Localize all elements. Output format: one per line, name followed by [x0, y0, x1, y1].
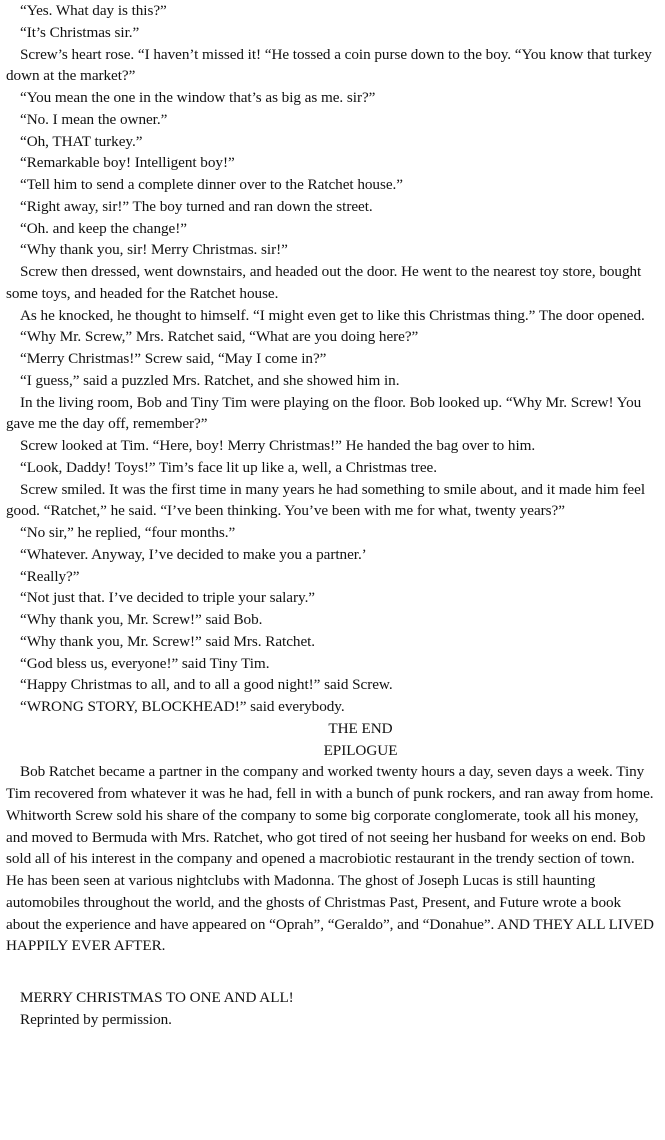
story-paragraph: “It’s Christmas sir.”	[20, 23, 140, 41]
story-paragraph: Screw then dressed, went downstairs, and headed out the door. He went to the nearest toy store, bought some toys, and headed for the Ratchet house.	[6, 263, 642, 302]
story-paragraph: “Why thank you, sir! Merry Christmas. sir!”	[20, 241, 288, 259]
story-paragraph: “Tell him to send a complete dinner over to the Ratchet house.”	[20, 176, 403, 193]
story-text	[6, 0, 655, 718]
story-paragraph: As he knocked, he thought to himself. “I might even get to like this Christmas thing.” The door opened.	[20, 306, 645, 324]
closing-line: MERRY CHRISTMAS TO ONE AND ALL!	[20, 989, 294, 1006]
story-paragraph: “Right away, sir!” The boy turned and ran down the street.	[20, 197, 373, 215]
reprint-note: Reprinted by permission.	[20, 1010, 172, 1028]
epilogue-heading: EPILOGUE	[323, 741, 398, 759]
story-paragraph: Screw’s heart rose. “I haven’t missed it! “He tossed a coin purse down to the boy. “You know that turkey down at the market?”	[6, 45, 652, 85]
the-end-heading: THE END	[328, 719, 393, 737]
story-paragraph: “Whatever. Anyway, I’ve decided to make you a partner.’	[20, 545, 367, 563]
story-paragraph: “Why thank you, Mr. Screw!” said Mrs. Ratchet.	[20, 632, 316, 650]
story-paragraph: “Look, Daddy! Toys!” Tim’s face lit up like a, well, a Christmas tree.	[20, 458, 437, 476]
story-paragraph: “Merry Christmas!” Screw said, “May I come in?”	[20, 350, 327, 367]
story-paragraph: “No sir,” he replied, “four months.”	[20, 524, 236, 541]
story-paragraph: Screw smiled. It was the first time in many years he had something to smile about, and it made him feel good. “Ratchet,” he said. “I’ve been thinking. You’ve been with me for what, twenty years?”	[6, 480, 645, 520]
story-paragraph: “I guess,” said a puzzled Mrs. Ratchet, and she showed him in.	[20, 371, 400, 389]
story-paragraph: “Happy Christmas to all, and to all a good night!” said Screw.	[20, 676, 393, 694]
story-paragraph: “Why thank you, Mr. Screw!” said Bob.	[20, 611, 263, 628]
story-paragraph: “Really?”	[20, 567, 80, 585]
story-paragraph: “WRONG STORY, BLOCKHEAD!” said everybody.	[20, 698, 345, 715]
story-paragraph: “No. I mean the owner.”	[20, 110, 168, 128]
story-paragraph: “Yes. What day is this?”	[20, 2, 167, 19]
story-paragraph: Screw looked at Tim. “Here, boy! Merry Christmas!” He handed the bag over to him.	[20, 437, 536, 454]
spacer	[6, 957, 655, 987]
story-paragraph: “Oh, THAT turkey.”	[20, 132, 143, 150]
story-paragraph: “Why Mr. Screw,” Mrs. Ratchet said, “What are you doing here?”	[20, 328, 419, 346]
story-paragraph: “God bless us, everyone!” said Tiny Tim.	[20, 654, 270, 672]
story-paragraph: “You mean the one in the window that’s as big as me. sir?”	[20, 89, 376, 106]
story-paragraph: In the living room, Bob and Tiny Tim were playing on the floor. Bob looked up. “Why Mr. Screw! You gave me the day off, remember?”	[6, 393, 642, 433]
story-paragraph: “Oh. and keep the change!”	[20, 219, 187, 237]
story-paragraph: “Not just that. I’ve decided to triple your salary.”	[20, 589, 316, 607]
story-paragraph: “Remarkable boy! Intelligent boy!”	[20, 154, 235, 172]
epilogue-paragraph: Bob Ratchet became a partner in the company and worked twenty hours a day, seven days a week. Tiny Tim recovered from whatever it was he had, fell in with a bunch of punk rockers, and ran away from home. Whitworth Screw sold his share of the company to some big corporate conglomerate, took all his money, and moved to Bermuda with Mrs. Ratchet, who got tired of not seeing her husband for weeks on end. Bob sold all of his interest in the company and opened a macrobiotic restaurant in the trendy section of town. He has been seen at various nightclubs with Madonna. The ghost of Joseph Lucas is still haunting automobiles throughout the world, and the ghosts of Christmas Past, Present, and Future wrote a book about the experience and have appeared on “Oprah”, “Geraldo”, and “Donahue”. AND THEY ALL LIVED HAPPILY EVER AFTER.	[6, 763, 654, 955]
